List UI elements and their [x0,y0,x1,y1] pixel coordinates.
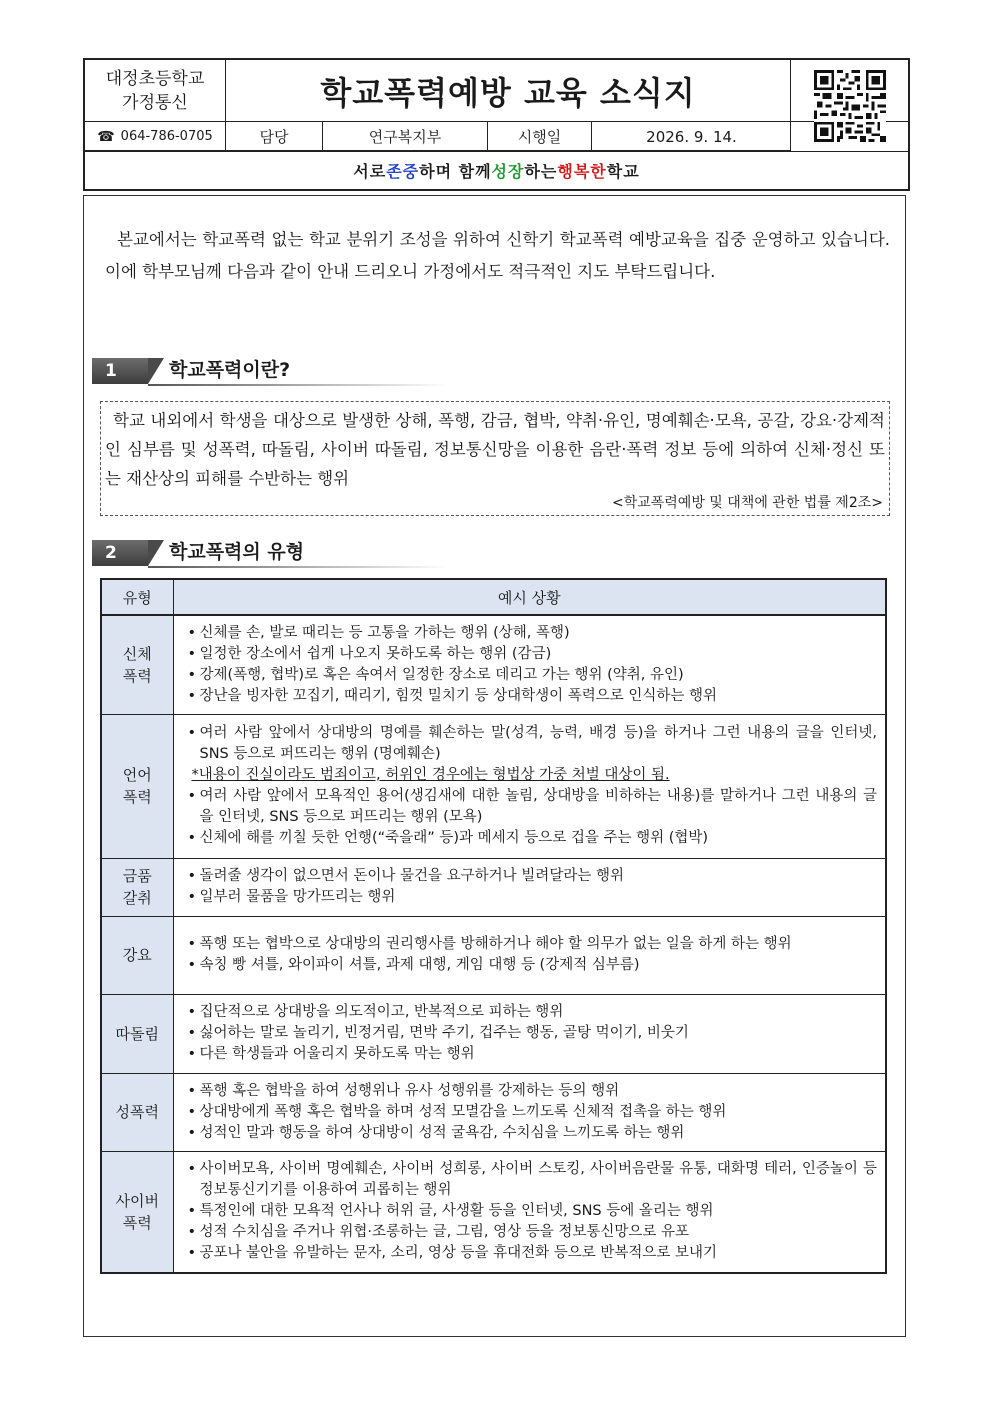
example-item: • 다른 학생들과 어울리지 못하도록 막는 행위 [188,1044,878,1065]
table-header-row [101,579,886,615]
phone-box [85,122,226,151]
type-cell [101,615,173,714]
example-item: • 신체에 해를 끼칠 듯한 언행(“죽을래” 등)과 메세지 등으로 겁을 주는 행위 (협박) [188,828,878,849]
qr-code-icon [791,60,908,151]
section-title: 학교폭력의 유형 [169,541,305,563]
example-cell [173,1073,886,1151]
table-row [101,714,886,858]
header-info-row [85,122,791,151]
type-cell [101,994,173,1073]
table-row [101,1073,886,1151]
example-item: • 장난을 빙자한 꼬집기, 때리기, 힘껏 밀치기 등 상대학생이 폭력으로 인식하는 행위 [188,686,878,707]
example-item: • 성적 수치심을 주거나 위협·조롱하는 글, 그림, 영상 등을 정보통신망으로 유포 [188,1222,878,1243]
example-item: • 강제(폭행, 협박)로 혹은 속여서 일정한 장소로 데리고 가는 행위 (약취, 유인) [188,665,878,686]
type-label: 따돌림 [115,1024,159,1043]
heading-underline [148,384,448,386]
table-row [101,994,886,1073]
example-cell [173,916,886,994]
heading-arrow-shape [148,358,164,384]
example-item: • 신체를 손, 발로 때리는 등 고통을 가하는 행위 (상해, 폭행) [188,623,878,644]
example-item: • 일정한 장소에서 쉽게 나오지 못하도록 하는 행위 (감금) [188,644,878,665]
letter-type: 가정통신 [122,93,188,113]
heading-arrow-shape [148,540,164,566]
school-slogan [85,151,908,189]
section-1-heading [92,358,492,386]
date-value: 2026. 9. 14. [646,127,737,146]
slogan-happy: 행복한 [557,162,607,181]
table-row [101,1151,886,1273]
table-row [101,615,886,714]
charge-label: 담당 [226,122,323,151]
section-number: 1 [92,358,148,384]
phone-number: 064-786-0705 [120,129,213,144]
section-number: 2 [92,540,148,566]
charge-department: 연구복지부 [323,122,488,151]
example-cell [173,994,886,1073]
type-label: 언어 [122,766,152,784]
type-label: 금품 [122,867,152,885]
table-row [101,916,886,994]
example-item: • 폭행 또는 협박으로 상대방의 권리행사를 방해하거나 해야 할 의무가 없는 일을 하게 하는 행위 [188,934,878,955]
example-item: • 상대방에게 폭행 혹은 협박을 하며 성적 모멸감을 느끼도록 신체적 접촉을 하는 행위 [188,1102,878,1123]
example-item: • 여러 사람 앞에서 모욕적인 용어(생김새에 대한 놀림, 상대방을 비하하는 내용)를 말하거나 그런 내용의 글을 인터넷, SNS 등으로 퍼뜨리는 행위 (모욕) [188,786,878,828]
type-label: 강요 [122,946,152,964]
school-name: 대정초등학교 [105,69,205,89]
column-header-type: 유형 [101,579,173,615]
legal-note: *내용이 진실이라도 범죄이고, 허위인 경우에는 형법상 가중 처벌 대상이 됨. [191,767,670,783]
example-item: • 일부러 물품을 망가뜨리는 행위 [188,887,878,908]
type-label: 성폭력 [115,1103,159,1121]
type-cell [101,858,173,916]
type-label: 신체 [122,644,152,663]
example-cell [173,1151,886,1273]
column-header-example: 예시 상황 [173,579,886,615]
type-label: 폭력 [122,788,152,806]
example-item: • 사이버모욕, 사이버 명예훼손, 사이버 성희롱, 사이버 스토킹, 사이버음란물 유통, 대화명 테러, 인증놀이 등 정보통신기기를 이용하여 괴롭히는 행위 [188,1159,878,1201]
phone-icon: ☎ [97,128,115,145]
slogan-part: 학교 [606,162,640,181]
table-row [101,858,886,916]
example-item: • 폭행 혹은 협박을 하여 성행위나 유사 성행위를 강제하는 등의 행위 [188,1081,878,1102]
example-item: • 특정인에 대한 모욕적 언사나 허위 글, 사생활 등을 인터넷, SNS 등에 올리는 행위 [188,1201,878,1222]
header-top-row [85,60,908,122]
example-item: • 공포나 불안을 유발하는 문자, 소리, 영상 등을 휴대전화 등으로 반복적으로 보내기 [188,1243,878,1264]
heading-underline [148,566,448,568]
type-label: 사이버 [115,1191,159,1210]
section-2-heading [92,540,492,568]
example-cell [173,858,886,916]
newsletter-header [83,58,910,191]
example-cell [173,714,886,858]
example-item: • 여러 사람 앞에서 상대방의 명예를 훼손하는 말(성격, 능력, 배경 등)을 하거나 그런 내용의 글을 인터넷, SNS 등으로 퍼뜨리는 행위 (명예훼손) [188,723,878,765]
slogan-part: 하는 [524,162,558,181]
type-label: 폭력 [122,666,152,685]
intro-paragraph: 본교에서는 학교폭력 없는 학교 분위기 조성을 위하여 신학기 학교폭력 예방교육을 집중 운영하고 있습니다. 이에 학부모님께 다음과 같이 안내 드리오니 가정에서도 적극적인 지도 부탁드립니다. [105,230,890,281]
definition-text: 학교 내외에서 학생을 대상으로 발생한 상해, 폭행, 감금, 협박, 약취·유인, 명예훼손·모욕, 공갈, 강요·강제적인 심부름 및 성폭력, 따돌림, 사이버 따돌림, 정보통신망을 이용한 음란·폭력 정보 등에 의하여 신체·정신 또는 재산상의 피해를 수반하는 행위 [105,411,885,488]
example-item: • 싫어하는 말로 놀리기, 빈정거림, 면박 주기, 겁주는 행동, 골탕 먹이기, 비웃기 [188,1023,878,1044]
type-cell [101,1151,173,1273]
example-cell [173,615,886,714]
slogan-respect: 존중 [386,162,420,181]
example-item: • 집단적으로 상대방을 의도적이고, 반복적으로 피하는 행위 [188,1002,878,1023]
type-cell [101,916,173,994]
newsletter-title: 학교폭력예방 교육 소식지 [226,60,791,122]
type-label: 폭력 [122,1213,152,1232]
type-cell [101,1073,173,1151]
type-label: 갈취 [122,889,152,907]
example-item: • 성적인 말과 행동을 하여 상대방이 성적 굴욕감, 수치심을 느끼도록 하는 행위 [188,1123,878,1144]
slogan-part: 하며 함께 [419,162,492,181]
slogan-part: 서로 [353,162,387,181]
school-name-box [85,60,226,122]
section-title: 학교폭력이란? [169,359,291,381]
example-item: • 돌려줄 생각이 없으면서 돈이나 물건을 요구하거나 빌려달라는 행위 [188,866,878,887]
newsletter-body [83,195,906,1337]
example-item: • 속칭 빵 셔틀, 와이파이 셔틀, 과제 대행, 게임 대행 등 (강제적 심부름) [188,955,878,976]
type-cell [101,714,173,858]
date-label: 시행일 [488,122,592,151]
slogan-growth: 성장 [491,162,525,181]
violence-types-table [100,578,887,1274]
law-citation: <학교폭력예방 및 대책에 관한 법률 제2조> [611,495,883,511]
definition-box [100,401,890,516]
